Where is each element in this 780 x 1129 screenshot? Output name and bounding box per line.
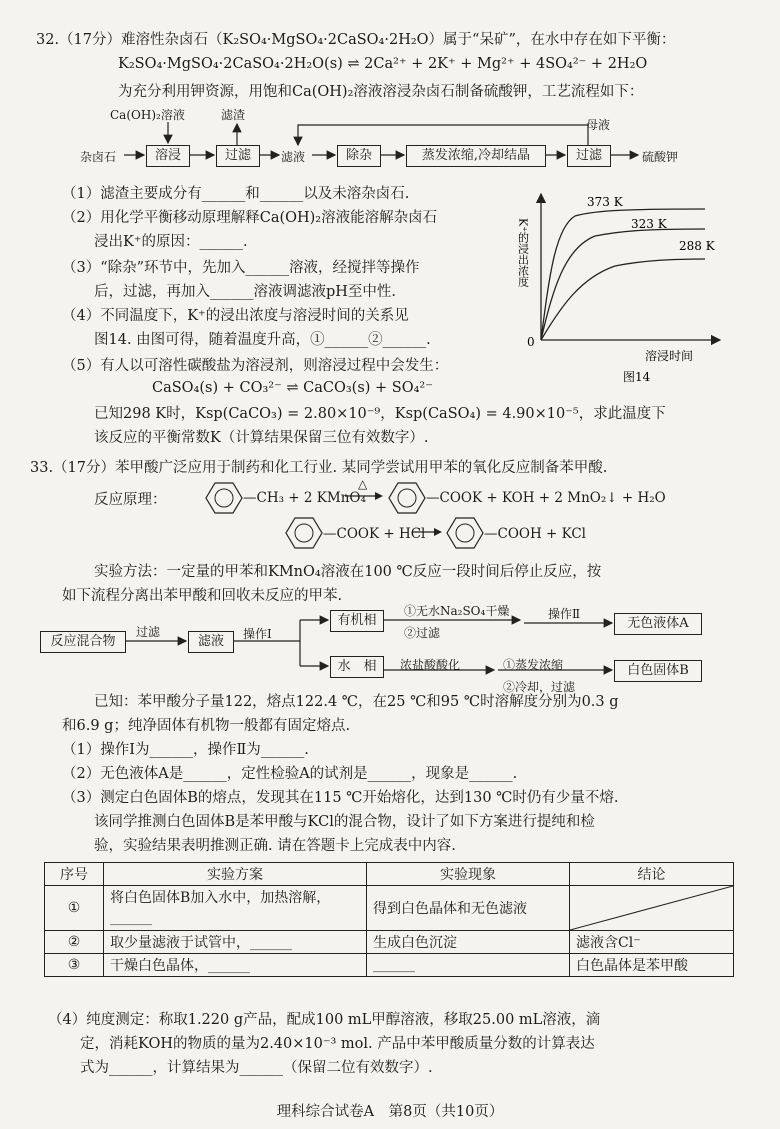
flow32-step-filter1: 过滤: [216, 145, 260, 167]
chart-x-label: 溶浸时间: [645, 349, 694, 363]
flow32-product: 硫酸钾: [642, 150, 679, 164]
figure-caption: 图14: [623, 370, 651, 384]
q33-known-line2: 和6.9 g；纯净固体有机物一般都有固定熔点.: [62, 718, 351, 734]
q33-part4-line2: 定，消耗KOH的物质的量为2.40×10⁻³ mol. 产品中苯甲酸质量分数的计算表达: [80, 1036, 595, 1052]
q33-part1: （1）操作Ⅰ为______，操作Ⅱ为______.: [62, 742, 309, 758]
table-header-cell: 结论: [570, 863, 734, 886]
q32-part3-line1: （3）“除杂”环节中，先加入______溶液，经搅拌等操作: [62, 260, 420, 276]
table-cell-conclusion: 白色晶体是苯甲酸: [570, 954, 734, 977]
flow32-reagent: Ca(OH)₂溶液: [110, 108, 185, 122]
table-header-row: [45, 863, 734, 886]
q33-part2: （2）无色液体A是______，定性检验A的试剂是______，现象是______.: [62, 766, 518, 782]
q32-part5-line1: （5）有人以可溶性碳酸盐为溶浸剂，则溶浸过程中会发生：: [62, 358, 449, 374]
q33-part3-line1: （3）测定白色固体B的熔点，发现其在115 ℃开始熔化，达到130 ℃时仍有少量不熔.: [62, 790, 619, 806]
table-cell-conclusion: [570, 886, 734, 931]
chart-y-label: K⁺的浸出浓度: [516, 218, 530, 288]
curve-label-323k: 323 K: [631, 217, 667, 231]
table-cell-plan: 干燥白色晶体，______: [104, 954, 367, 977]
flow33-org-step2: ②过滤: [404, 626, 441, 640]
table-cell-plan: 将白色固体B加入水中，加热溶解，______: [104, 886, 367, 931]
q32-equation: K₂SO₄·MgSO₄·2CaSO₄·2H₂O(s) ⇌ 2Ca²⁺ + 2K⁺ + Mg²⁺ + 4SO₄²⁻ + 2H₂O: [118, 56, 648, 72]
q32-part5-equation: CaSO₄(s) + CO₃²⁻ ⇌ CaCO₃(s) + SO₄²⁻: [152, 380, 433, 396]
q33-part4-line3: 式为______，计算结果为______（保留二位有效数字）.: [80, 1060, 433, 1076]
table-cell-no: ②: [45, 931, 104, 954]
q32-part3-line2: 后，过滤，再加入______溶液调滤液pH至中性.: [94, 284, 397, 300]
experiment-table: [44, 862, 734, 977]
flow33-start: 反应混合物: [40, 631, 126, 653]
table-cell-no: ③: [45, 954, 104, 977]
curve-label-373k: 373 K: [587, 195, 623, 209]
rxn2-right: —COOH + KCl: [484, 526, 587, 542]
table-header-cell: 实验方案: [104, 863, 367, 886]
flow32-start: 杂卤石: [80, 150, 117, 164]
curve-label-288k: 288 K: [679, 239, 715, 253]
flow33-liquid-a: 无色液体A: [614, 613, 702, 635]
q32-part4-line1: （4）不同温度下，K⁺的浸出浓度与溶浸时间的关系见: [62, 308, 409, 324]
flow33-op1: 操作Ⅰ: [243, 627, 272, 641]
page-footer: 理科综合试卷A 第8页（共10页）: [276, 1104, 504, 1120]
table-row: [45, 954, 734, 977]
table-cell-phenomenon: ______: [367, 954, 570, 977]
flow33-org-step1: ①无水Na₂SO₄干燥: [404, 604, 510, 618]
table-cell-plan: 取少量滤液于试管中，______: [104, 931, 367, 954]
q32-part5-line3: 该反应的平衡常数K（计算结果保留三位有效数字）.: [94, 430, 429, 446]
flow32-step-leach: 溶浸: [146, 145, 190, 167]
table-cell-no: ①: [45, 886, 104, 931]
table-cell-conclusion: 滤液含Cl⁻: [570, 931, 734, 954]
q32-part5-line2: 已知298 K时，Ksp(CaCO₃) = 2.80×10⁻⁹，Ksp(CaSO₄) = 4.90×10⁻⁵，求此温度下: [94, 406, 666, 422]
table-header-cell: 序号: [45, 863, 104, 886]
flow32-step-crystallize: 蒸发浓缩,冷却结晶: [406, 145, 546, 167]
flow32-step-purify: 除杂: [337, 145, 381, 167]
q32-part2-line1: （2）用化学平衡移动原理解释Ca(OH)₂溶液能溶解杂卤石: [62, 210, 438, 226]
flow33-acidify: 浓盐酸酸化: [400, 658, 461, 672]
flow33-organic-phase: 有机相: [330, 610, 384, 632]
q33-method-line1: 实验方法：一定量的甲苯和KMnO₄溶液在100 ℃反应一段时间后停止反应，按: [94, 564, 602, 580]
flow33-aq-step2: ②冷却，过滤: [503, 680, 576, 694]
q32-part4-line2: 图14. 由图可得，随着温度升高，①______②______.: [94, 332, 431, 348]
flow33-filter-label: 过滤: [136, 625, 161, 639]
flow33-solid-b: 白色固体B: [614, 660, 702, 682]
flow32-mother-liquor: 母液: [586, 118, 611, 132]
q33-part3-line3: 验，实验结果表明推测正确. 请在答题卡上完成表中内容.: [94, 838, 456, 854]
flow32-residue: 滤渣: [221, 108, 246, 122]
rxn1-left: —CH₃ + 2 KMnO₄: [243, 490, 366, 506]
q33-part3-line2: 该同学推测白色固体B是苯甲酸与KCl的混合物，设计了如下方案进行提纯和检: [94, 814, 595, 830]
table-row: [45, 886, 734, 931]
flow33-op2: 操作Ⅱ: [548, 607, 581, 621]
table-cell-phenomenon: 得到白色晶体和无色滤液: [367, 886, 570, 931]
q32-part1: （1）滤渣主要成分有______和______以及未溶杂卤石.: [62, 186, 410, 202]
q33-method-line2: 如下流程分离出苯甲酸和回收未反应的甲苯.: [62, 588, 343, 604]
q33-part4-line1: （4）纯度测定：称取1.220 g产品，配成100 mL甲醇溶液，移取25.00 mL溶液，滴: [48, 1012, 601, 1028]
chart-origin: 0: [527, 335, 535, 349]
flow32-filtrate: 滤液: [281, 150, 306, 164]
table-cell-phenomenon: 生成白色沉淀: [367, 931, 570, 954]
table-row: [45, 931, 734, 954]
flow32-step-filter2: 过滤: [567, 145, 611, 167]
q32-header: 32.（17分）难溶性杂卤石（K₂SO₄·MgSO₄·2CaSO₄·2H₂O）属于“呆矿”，在水中存在如下平衡：: [36, 32, 676, 48]
rxn1-condition: △: [358, 477, 368, 491]
rxn2-left: —COOK + HCl: [323, 526, 426, 542]
q32-part2-line2: 浸出K⁺的原因：______.: [94, 234, 248, 250]
diagonal-slash: [570, 886, 733, 930]
flow33-filtrate: 滤液: [188, 631, 234, 653]
flow33-aqueous-phase: 水 相: [330, 656, 384, 678]
table-header-cell: 实验现象: [367, 863, 570, 886]
q32-intro: 为充分利用钾资源，用饱和Ca(OH)₂溶液溶浸杂卤石制备硫酸钾，工艺流程如下：: [118, 84, 644, 100]
flow33-aq-step1: ①蒸发浓缩: [503, 658, 564, 672]
q33-known-line1: 已知：苯甲酸分子量122，熔点122.4 ℃，在25 ℃和95 ℃时溶解度分别为0.3 g: [94, 694, 619, 710]
rxn1-right: —COOK + KOH + 2 MnO₂↓ + H₂O: [426, 490, 666, 506]
q33-header: 33.（17分）苯甲酸广泛应用于制药和化工行业. 某同学尝试用甲苯的氧化反应制备苯甲酸.: [30, 460, 608, 476]
q33-principle-label: 反应原理：: [94, 492, 167, 508]
